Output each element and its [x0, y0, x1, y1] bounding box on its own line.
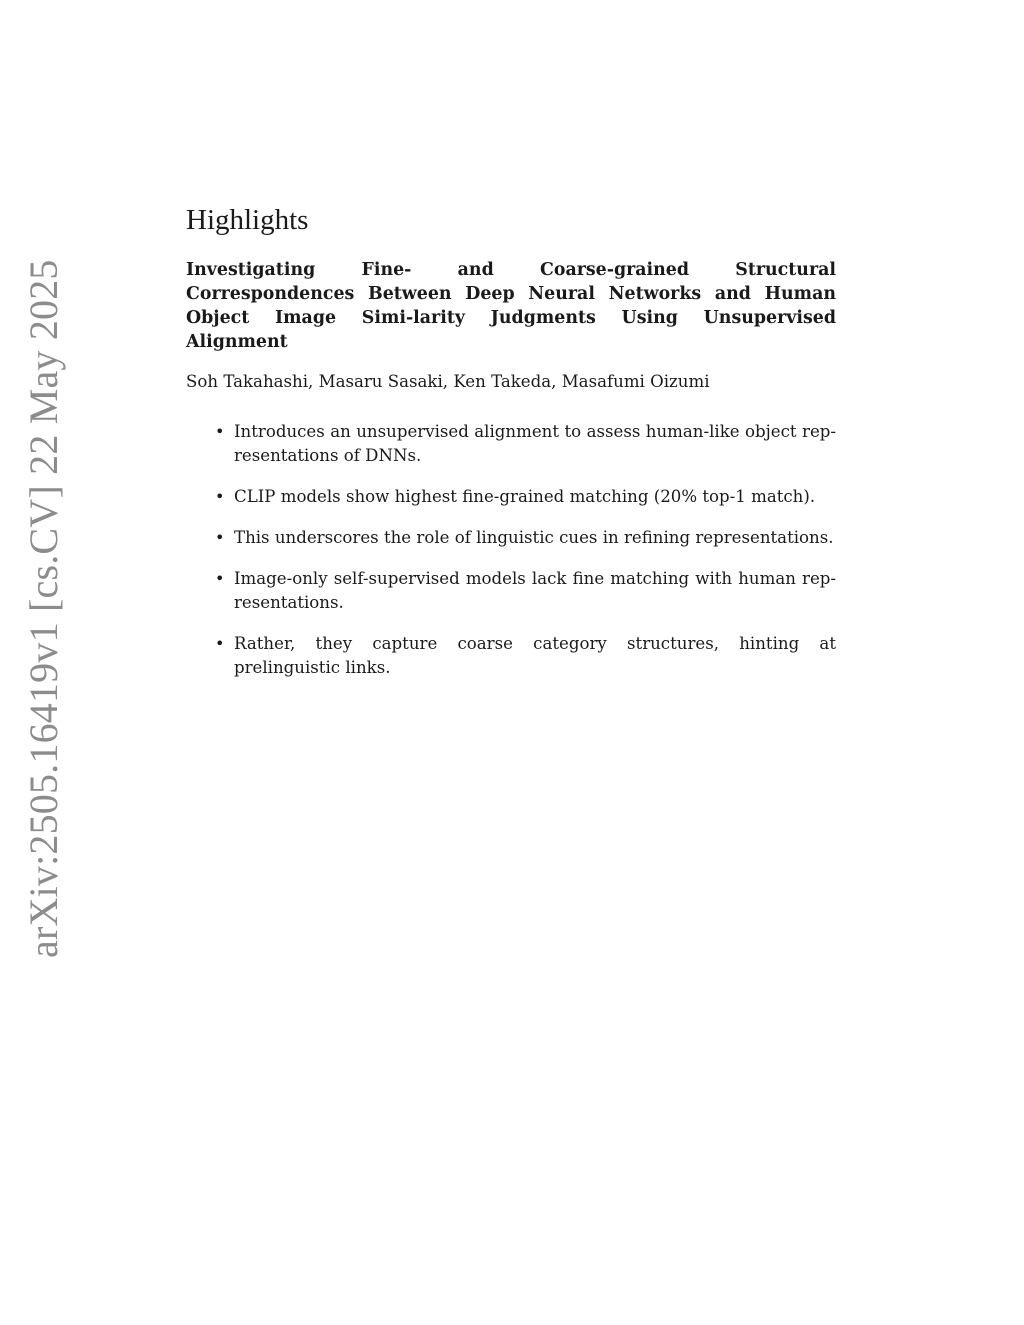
highlight-text: CLIP models show highest fine-grained matching (20% top-1 match). [234, 487, 816, 506]
highlight-text: Introduces an unsupervised alignment to assess human-like object rep-resentations of DNNs. [234, 422, 836, 465]
highlight-text: Rather, they capture coarse category structures, hinting at prelinguistic links. [234, 634, 836, 677]
bullet-icon: • [215, 528, 225, 547]
highlights-heading: Highlights [186, 204, 309, 236]
bullet-icon: • [215, 569, 225, 588]
highlight-item [186, 632, 836, 680]
bullet-icon: • [215, 422, 225, 441]
bullet-icon: • [215, 487, 225, 506]
author-list: Soh Takahashi, Masaru Sasaki, Ken Takeda, Masafumi Oizumi [186, 372, 710, 391]
highlights-section [186, 200, 836, 697]
highlight-text: Image-only self-supervised models lack fine matching with human rep-resentations. [234, 569, 836, 612]
highlight-item [186, 485, 836, 509]
highlight-text: This underscores the role of linguistic cues in refining representations. [234, 528, 834, 547]
highlight-item [186, 567, 836, 615]
bullet-icon: • [215, 634, 225, 653]
highlight-item [186, 420, 836, 468]
arxiv-identifier-stamp: arXiv:2505.16419v1 [cs.CV] 22 May 2025 [21, 259, 66, 958]
highlight-item [186, 526, 836, 550]
highlights-list [186, 420, 836, 680]
paper-title: Investigating Fine- and Coarse-grained Structural Correspondences Between Deep Neural Networks and Human Object Image Simi-larity Judgments Using Unsupervised Alignment [186, 260, 836, 352]
